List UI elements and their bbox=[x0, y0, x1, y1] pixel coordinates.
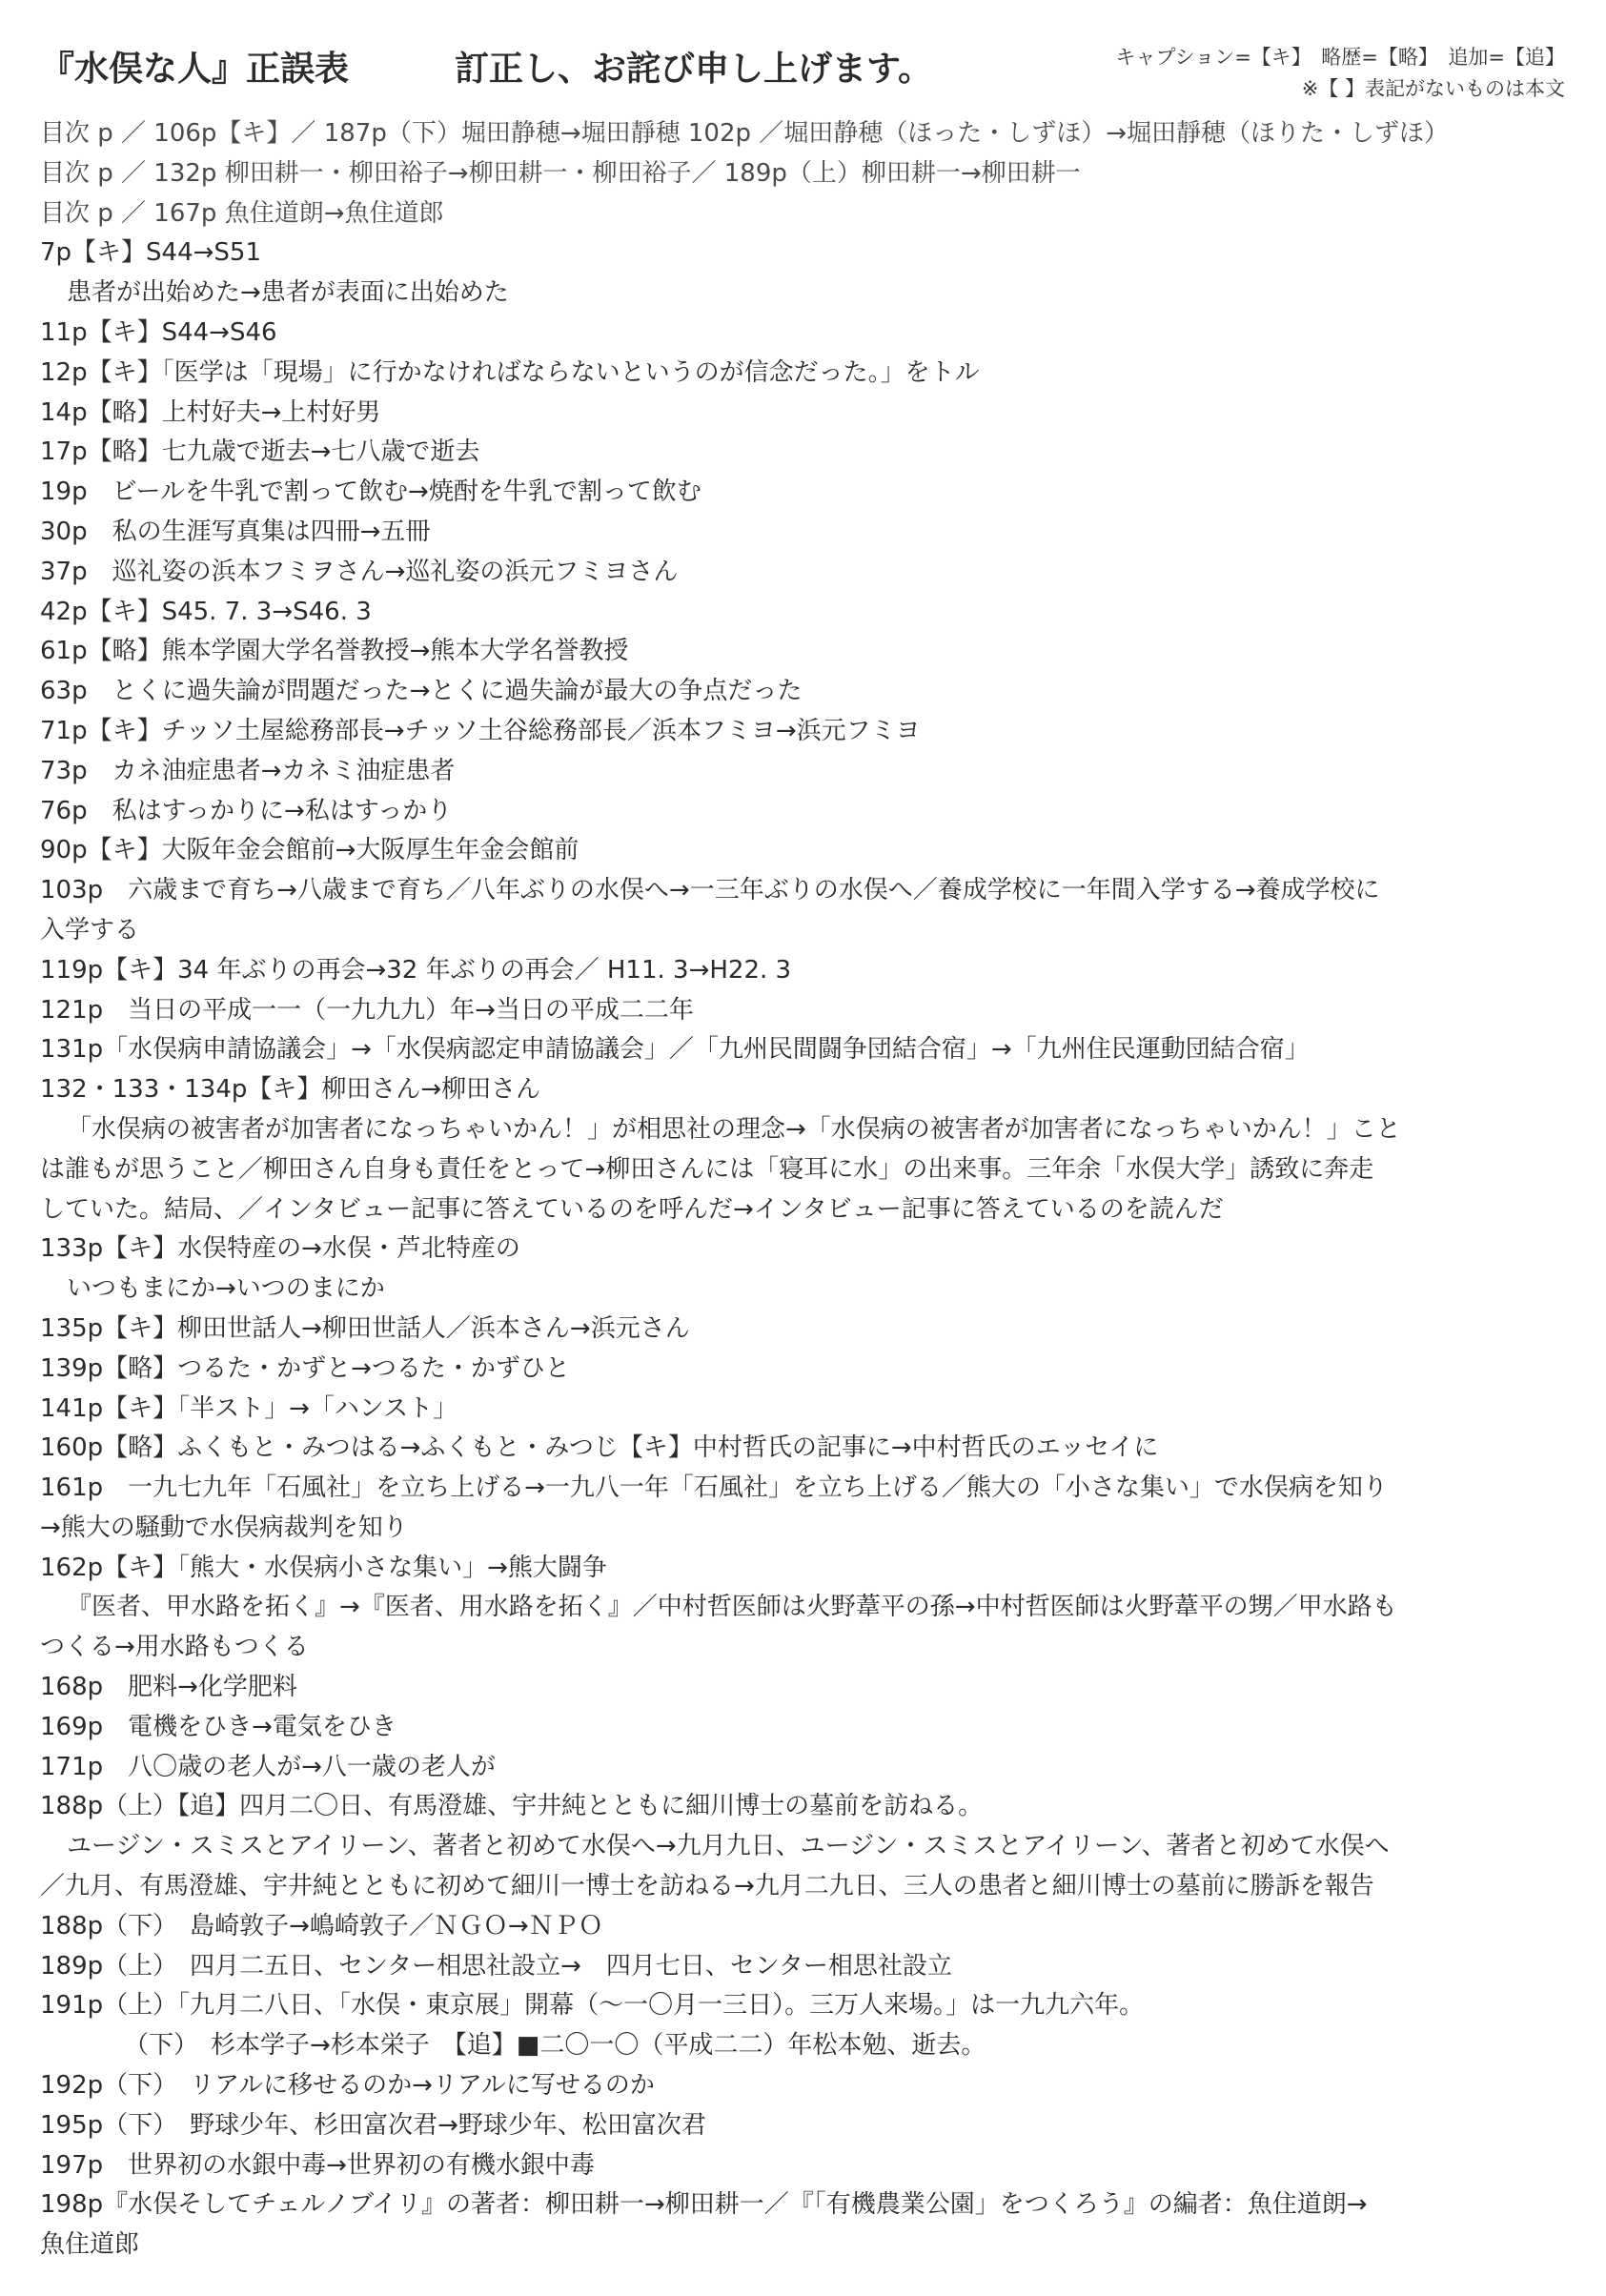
errata-line: （下） 杉本学子→杉本栄子 【追】■二〇一〇（平成二二）年松本勉、逝去。 bbox=[124, 2031, 986, 2061]
errata-line: 131p「水俣病申請協議会」→「水俣病認定申請協議会」／「九州民間闘争団結合宿」→「九州住民運動団結合宿」 bbox=[40, 1035, 1310, 1065]
errata-line: 14p【略】上村好夫→上村好男 bbox=[40, 397, 381, 427]
errata-line: 12p【キ】「医学は「現場」に行かなければならないというのが信念だった。」をトル bbox=[40, 357, 980, 387]
errata-line: 患者が出始めた→患者が表面に出始めた bbox=[67, 278, 509, 308]
errata-line: つくる→用水路もつくる bbox=[40, 1633, 309, 1662]
errata-line: ／九月、有馬澄雄、宇井純とともに初めて細川一博士を訪ねる→九月二九日、三人の患者と細川博士の墓前に勝訴を報告 bbox=[40, 1872, 1374, 1901]
errata-line: 188p（下） 島崎敦子→嶋崎敦子／ＮＧＯ→ＮＰＯ bbox=[40, 1911, 603, 1940]
errata-line: 188p（上）【追】四月二〇日、有馬澄雄、宇井純とともに細川博士の墓前を訪ねる。 bbox=[40, 1792, 984, 1821]
errata-line: 103p 六歳まで育ち→八歳まで育ち／八年ぶりの水俣へ→一三年ぶりの水俣へ／養成学校に一年間入学する→養成学校に bbox=[40, 876, 1380, 905]
errata-line: 191p（上）「九月二八日、「水俣・東京展」開幕（～一〇月一三日）。三万人来場。」は一九九六年。 bbox=[40, 1991, 1145, 2021]
errata-line: 61p【略】熊本学園大学名誉教授→熊本大学名誉教授 bbox=[40, 637, 629, 666]
errata-line: 141p【キ】「半スト」→「ハンスト」 bbox=[40, 1393, 458, 1423]
errata-line: 19p ビールを牛乳で割って飲む→焼酎を牛乳で割って飲む bbox=[40, 477, 701, 507]
errata-line: 目次 p ／ 132p 柳田耕一・柳田裕子→柳田耕一・柳田裕子／ 189p（上）柳田耕一→柳田耕一 bbox=[40, 158, 1081, 188]
errata-line: 171p 八〇歳の老人が→八一歳の老人が bbox=[40, 1752, 496, 1781]
legend-line: キャプション=【キ】 略歴=【略】 追加=【追】 bbox=[1115, 46, 1565, 69]
errata-line: 17p【略】七九歳で逝去→七八歳で逝去 bbox=[40, 437, 480, 467]
errata-line: 161p 一九七九年「石風社」を立ち上げる→一九八一年「石風社」を立ち上げる／熊大の「小さな集い」で水俣病を知り bbox=[40, 1473, 1388, 1503]
legend bbox=[1115, 42, 1565, 105]
errata-line: 162p【キ】「熊大・水俣病小さな集い」→熊大闘争 bbox=[40, 1553, 607, 1582]
errata-line: 168p 肥料→化学肥料 bbox=[40, 1673, 297, 1702]
errata-line: 169p 電機をひき→電気をひき bbox=[40, 1712, 396, 1741]
errata-line: 76p 私はすっかりに→私はすっかり bbox=[40, 796, 453, 825]
apology-text: 訂正し、お詫び申し上げます。 bbox=[455, 50, 933, 89]
errata-line: 37p 巡礼姿の浜本フミヲさん→巡礼姿の浜元フミヨさん bbox=[40, 557, 679, 586]
errata-list bbox=[40, 114, 1570, 2266]
errata-line: 63p とくに過失論が問題だった→とくに過失論が最大の争点だった bbox=[40, 677, 803, 706]
errata-line: 魚住道郎 bbox=[40, 2230, 140, 2260]
errata-line: 139p【略】つるた・かずと→つるた・かずひと bbox=[40, 1353, 570, 1383]
errata-line: 目次 p ／ 106p【キ】／ 187p（下）堀田静穂→堀田靜穂 102p ／堀田静穂（ほった・しずほ）→堀田靜穂（ほりた・しずほ） bbox=[40, 119, 1450, 148]
errata-line: 189p（上） 四月二五日、センター相思社設立→ 四月七日、センター相思社設立 bbox=[40, 1951, 952, 1981]
header bbox=[40, 38, 1565, 114]
errata-line: →熊大の騒動で水俣病裁判を知り bbox=[40, 1513, 408, 1542]
errata-line: していた。結局、／インタビュー記事に答えているのを呼んだ→インタビュー記事に答えているのを読んだ bbox=[40, 1194, 1224, 1224]
errata-line: 『医者、甲水路を拓く』→『医者、用水路を拓く』／中村哲医師は火野葦平の孫→中村哲医師は火野葦平の甥／甲水路も bbox=[67, 1593, 1397, 1622]
errata-line: 119p【キ】34 年ぶりの再会→32 年ぶりの再会／ H11. 3→H22. 3 bbox=[40, 955, 792, 985]
errata-line: 121p 当日の平成一一（一九九九）年→当日の平成二二年 bbox=[40, 995, 694, 1025]
errata-line: 入学する bbox=[40, 915, 140, 945]
errata-line: 30p 私の生涯写真集は四冊→五冊 bbox=[40, 517, 431, 546]
errata-line: 195p（下） 野球少年、杉田富次君→野球少年、松田富次君 bbox=[40, 2110, 706, 2140]
errata-line: いつもまにか→いつのまにか bbox=[67, 1274, 385, 1304]
errata-line: 198p『水俣そしてチェルノブイリ』の著者：柳田耕一→柳田耕一／『「有機農業公園」をつくろう』の編者：魚住道朗→ bbox=[40, 2190, 1368, 2220]
errata-line: 目次 p ／ 167p 魚住道朗→魚住道郎 bbox=[40, 198, 444, 228]
page-title: 『水俣な人』正誤表 bbox=[40, 50, 350, 89]
errata-line: 133p【キ】水俣特産の→水俣・芦北特産の bbox=[40, 1234, 520, 1264]
errata-line: 132・133・134p【キ】柳田さん→柳田さん bbox=[40, 1075, 541, 1105]
errata-line: 160p【略】ふくもと・みつはる→ふくもと・みつじ【キ】中村哲氏の記事に→中村哲氏のエッセイに bbox=[40, 1433, 1159, 1463]
errata-line: 42p【キ】S45. 7. 3→S46. 3 bbox=[40, 597, 372, 626]
errata-line: は誰もが思うこと／柳田さん自身も責任をとって→柳田さんには「寝耳に水」の出来事。三年余「水俣大学」誘致に奔走 bbox=[40, 1154, 1374, 1184]
errata-line: 197p 世界初の水銀中毒→世界初の有機水銀中毒 bbox=[40, 2150, 595, 2180]
errata-line: 73p カネ油症患者→カネミ油症患者 bbox=[40, 756, 456, 785]
errata-line: 7p【キ】S44→S51 bbox=[40, 238, 262, 268]
errata-line: ユージン・スミスとアイリーン、著者と初めて水俣へ→九月九日、ユージン・スミスとアイリーン、著者と初めて水俣へ bbox=[67, 1832, 1390, 1861]
errata-line: 「水俣病の被害者が加害者になっちゃいかん！」が相思社の理念→「水俣病の被害者が加害者になっちゃいかん！」こと bbox=[67, 1114, 1401, 1144]
errata-line: 90p【キ】大阪年金会館前→大阪厚生年金会館前 bbox=[40, 836, 579, 865]
errata-line: 192p（下） リアルに移せるのか→リアルに写せるのか bbox=[40, 2071, 655, 2101]
errata-line: 135p【キ】柳田世話人→柳田世話人／浜本さん→浜元さん bbox=[40, 1313, 690, 1343]
errata-line: 11p【キ】S44→S46 bbox=[40, 317, 277, 347]
errata-line: 71p【キ】チッソ土屋総務部長→チッソ土谷総務部長／浜本フミヨ→浜元フミヨ bbox=[40, 716, 921, 745]
legend-note: ※【 】表記がないものは本文 bbox=[1301, 77, 1565, 100]
